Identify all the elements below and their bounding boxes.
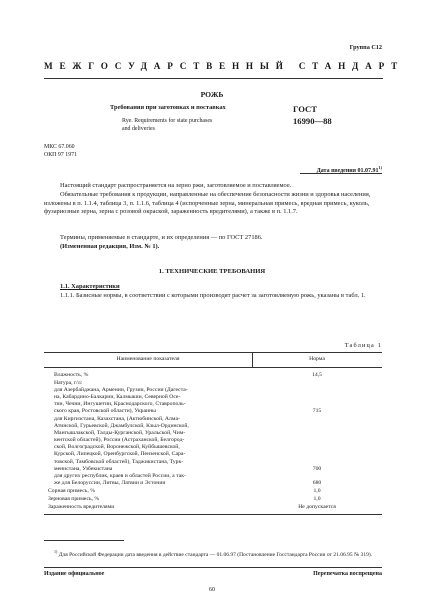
introduction-date-label: Дата введения [316, 168, 356, 174]
amendment-note: (Измененная редакция, Изм. № 1). [60, 243, 160, 250]
introduction-date-footnote-mark: 1) [378, 165, 382, 170]
column-indicator-header: Наименование показателя [116, 356, 180, 362]
table-cell-norm: 1,0 [313, 488, 321, 494]
section-heading: 1. ТЕХНИЧЕСКИЕ ТРЕБОВАНИЯ [158, 268, 266, 275]
document-subtitle-english: Rye. Requirements for state purchases and deliveries [122, 118, 213, 132]
basic-norms-paragraph: 1.1.1. Базисные нормы, в соответствии с которыми производят расчет за заготовляемую рожь, указаны в табл. 1. [60, 292, 366, 299]
introduction-date-value: 01.07.91 [357, 168, 379, 174]
table-bottom-rule [44, 514, 382, 515]
table-header-rule [44, 367, 382, 368]
table-cell-norm: 1,0 [313, 496, 321, 502]
table-cell-indicator: Зерновая примесь, % [48, 496, 100, 502]
classification-codes: МКС 67.060 ОКП 97 1971 [44, 144, 78, 159]
table-cell-indicator: для Киргизстана, Казахстана, (Актюбинской, Алма- Атинской, Гурьевской, Джамбулской, Кзыл-Ординской, Мангышлакской, Талды-Курганской, Уральской, Чим- кентской областей), России (Астраханской, Белгород- ской, Волгоградской, Воронежской, Куйбышевской, Курской, Липецкой, Оренбургской, Пензенской, Сара- товской, Тамбовской областей), Таджикистана, Турк- менистана, Узбекистана [54, 416, 189, 472]
page-number: 60 [208, 586, 216, 593]
mandatory-requirements-paragraph: Обязательные требования к продукции, направленные на обеспечение безопасности жизни и здоровья населения, изложены в п. 1.1.4, таблица 3, п. 1.1.6, таблица 4 (испорченные зерна, минеральная примесь, вредная примесь, куколь, фузариозные зерна, зерна с розовой окраской, зараженность вредителями), а также в п. 1.1.7. [44, 191, 371, 216]
subsection-heading: 1.1. Характеристики [60, 283, 120, 290]
document-title: РОЖЬ [200, 90, 224, 99]
official-edition-label: Издание официальное [44, 571, 105, 577]
table-cell-norm: Не допускается [298, 504, 336, 510]
footnote-mark: 1) [54, 549, 58, 554]
table-cell-indicator: Влажность, % [54, 372, 89, 378]
table-label: Таблица 1 [344, 342, 382, 349]
table-cell-norm: 14,5 [312, 372, 322, 378]
standard-type-heading: МЕЖГОСУДАРСТВЕННЫЙ СТАНДАРТ [44, 61, 405, 71]
table-cell-indicator: Зараженность вредителями [48, 504, 115, 510]
date-underline [300, 173, 382, 174]
column-norm-header: Норма [309, 356, 325, 362]
document-subtitle: Требования при заготовках и поставках [110, 104, 226, 111]
table-cell-indicator: Натура, г/л: для Азербайджана, Армении, Грузии, России (Дагеста- на, Кабардино-Балкарии, Калмыкии, Северной Осе- тии, Чечни, Ингушетии, Краснодарского, Ставрополь- ского края, Ростовской области), Украины [54, 380, 188, 415]
table-cell-norm: 700 [312, 466, 322, 472]
table-header-divider [252, 352, 253, 367]
footnote [44, 548, 382, 559]
group-code: Группа С12 [349, 44, 382, 51]
header-rule [44, 78, 383, 79]
table-cell-norm: 715 [312, 408, 322, 414]
gost-designation [293, 104, 332, 127]
scope-paragraph: Настоящий стандарт распространяется на зерно ржи, заготовляемое и поставляемое. [60, 182, 292, 189]
table-cell-indicator: Сорная примесь, % [48, 488, 95, 494]
footer-rule [44, 567, 382, 568]
gost-number: 16990—88 [293, 115, 332, 126]
terms-paragraph: Термины, применяемые в стандарте, и их определения — по ГОСТ 27186. [60, 234, 263, 241]
reprint-prohibited-label: Перепечатка воспрещена [313, 571, 382, 577]
gost-label: ГОСТ [293, 104, 317, 114]
footnote-rule [44, 540, 124, 541]
footnote-text: Для Российской Федерации дата введения в действие стандарта — 01.06.97 (Постановление Госстандарта России от 21.06.95 № 319). [58, 551, 373, 558]
table-cell-norm: 680 [312, 480, 322, 486]
table-cell-indicator: для других республик, краев и областей России, а так- же для Белоруссии, Литвы, Латвии и Эстонии [54, 473, 186, 487]
table-header [44, 352, 382, 367]
